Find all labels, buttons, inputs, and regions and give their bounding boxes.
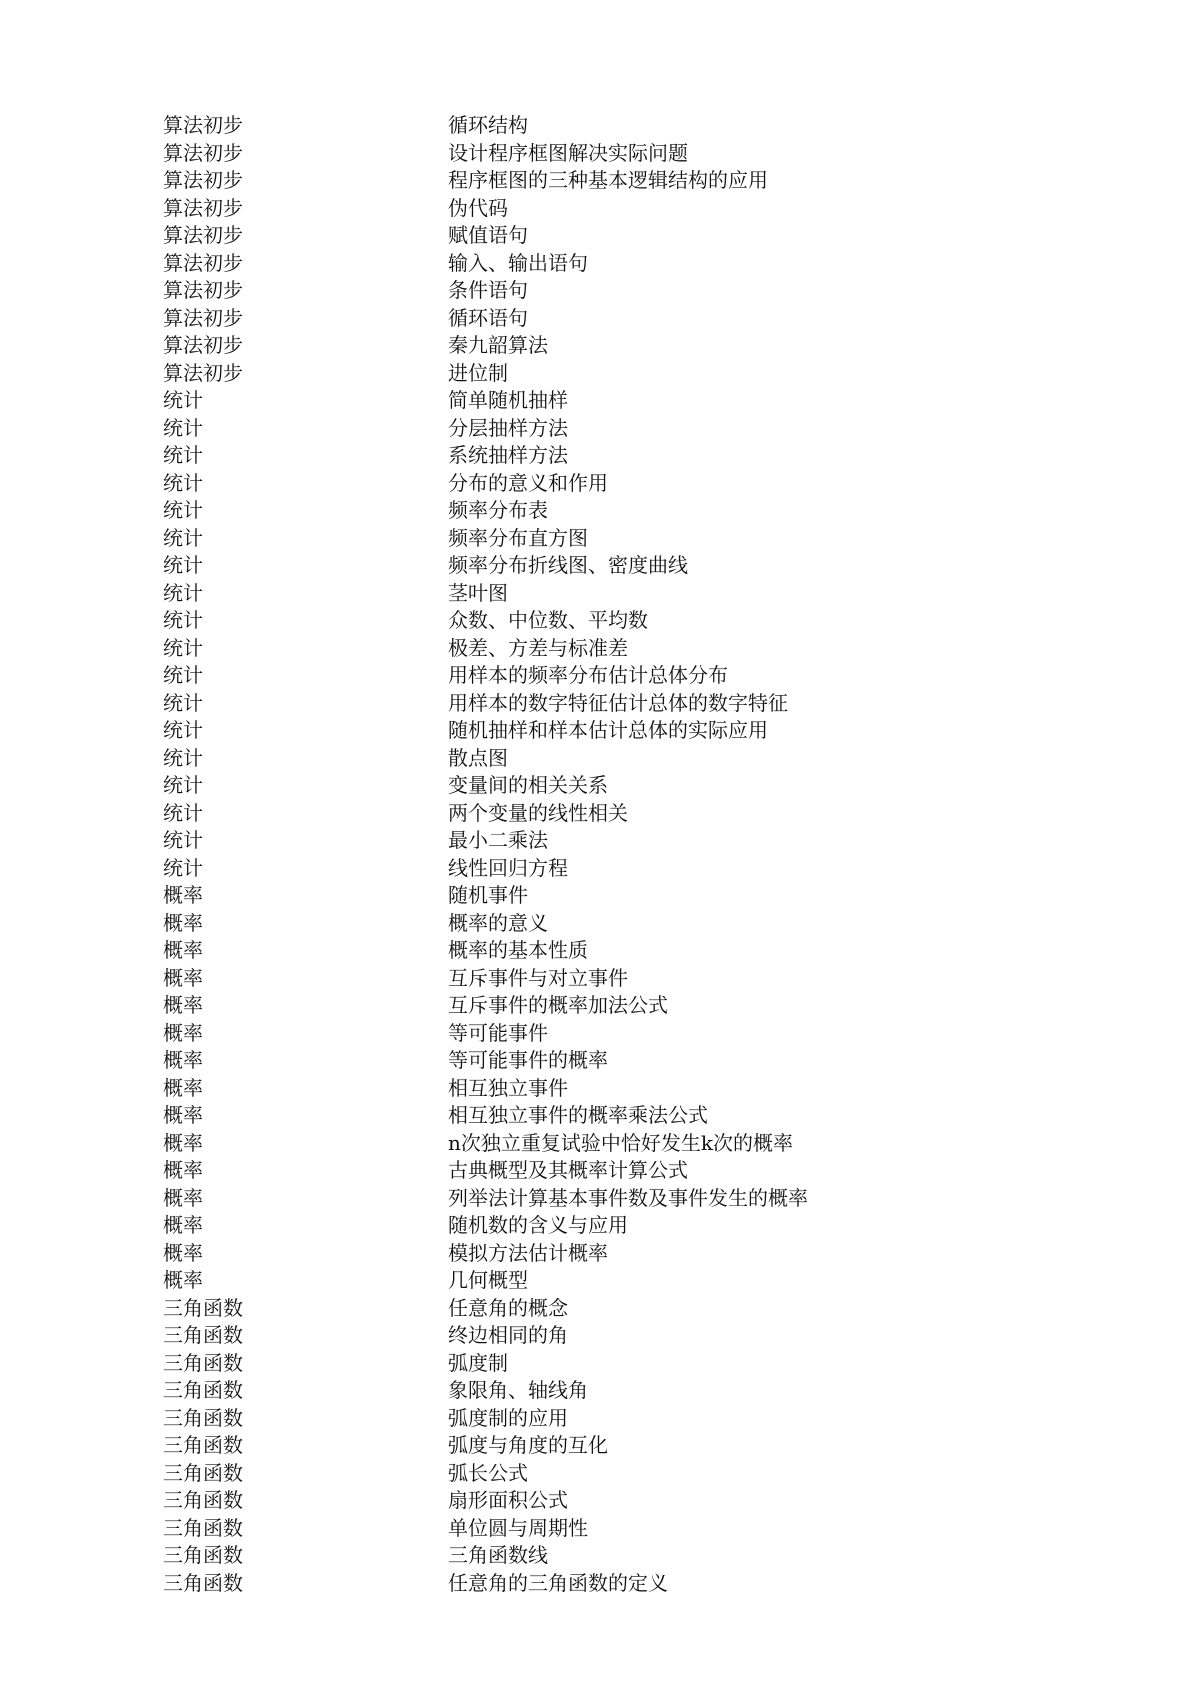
topic-cell: 众数、中位数、平均数: [448, 608, 648, 632]
subject-cell: 概率: [163, 883, 203, 907]
subject-cell: 统计: [163, 415, 203, 440]
topic-cell: 频率分布表: [448, 498, 548, 522]
subject-cell: 概率: [163, 1213, 203, 1237]
topic-row: [163, 277, 1063, 305]
subject-cell: 统计: [163, 635, 203, 660]
topic-cell: 进位制: [448, 360, 508, 385]
topic-cell: 扇形面积公式: [448, 1488, 568, 1512]
subject-cell: 统计: [163, 470, 203, 495]
topic-list: [163, 112, 1063, 1597]
topic-row: [163, 387, 1063, 415]
topic-cell: 相互独立事件: [448, 1075, 568, 1100]
topic-row: [163, 332, 1063, 360]
topic-row: [163, 305, 1063, 333]
subject-cell: 算法初步: [163, 113, 243, 137]
topic-cell: 等可能事件: [448, 1020, 548, 1045]
topic-row: [163, 167, 1063, 195]
topic-cell: 分布的意义和作用: [448, 470, 608, 495]
topic-cell: 概率的基本性质: [448, 938, 588, 962]
topic-row: [163, 992, 1063, 1020]
topic-cell: 列举法计算基本事件数及事件发生的概率: [448, 1185, 808, 1210]
topic-row: [163, 1295, 1063, 1323]
topic-cell: 简单随机抽样: [448, 388, 568, 412]
topic-cell: 终边相同的角: [448, 1323, 568, 1347]
topic-cell: 变量间的相关关系: [448, 773, 608, 797]
subject-cell: 概率: [163, 1185, 203, 1210]
subject-cell: 概率: [163, 1130, 203, 1155]
topic-row: [163, 1322, 1063, 1350]
subject-cell: 算法初步: [163, 305, 243, 330]
subject-cell: 统计: [163, 745, 203, 770]
topic-row: [163, 855, 1063, 883]
subject-cell: 概率: [163, 910, 203, 935]
subject-cell: 概率: [163, 993, 203, 1017]
topic-cell: 设计程序框图解决实际问题: [448, 140, 688, 165]
topic-row: [163, 552, 1063, 580]
topic-cell: 程序框图的三种基本逻辑结构的应用: [448, 168, 768, 192]
subject-cell: 算法初步: [163, 195, 243, 220]
subject-cell: 三角函数: [163, 1460, 243, 1485]
topic-cell: 古典概型及其概率计算公式: [448, 1158, 688, 1182]
topic-cell: 频率分布折线图、密度曲线: [448, 553, 688, 577]
topic-cell: 等可能事件的概率: [448, 1048, 608, 1072]
subject-cell: 统计: [163, 525, 203, 550]
topic-row: [163, 882, 1063, 910]
topic-cell: 输入、输出语句: [448, 250, 588, 275]
topic-row: [163, 1460, 1063, 1488]
topic-cell: 相互独立事件的概率乘法公式: [448, 1103, 708, 1127]
subject-cell: 统计: [163, 443, 203, 467]
subject-cell: 三角函数: [163, 1378, 243, 1402]
topic-cell: 弧度与角度的互化: [448, 1433, 608, 1457]
topic-cell: 几何概型: [448, 1268, 528, 1292]
topic-cell: 任意角的概念: [448, 1295, 568, 1320]
subject-cell: 统计: [163, 800, 203, 825]
topic-cell: 互斥事件的概率加法公式: [448, 993, 668, 1017]
topic-row: [163, 415, 1063, 443]
topic-cell: 伪代码: [448, 195, 508, 220]
subject-cell: 统计: [163, 690, 203, 715]
topic-row: [163, 607, 1063, 635]
topic-row: [163, 745, 1063, 773]
topic-row: [163, 222, 1063, 250]
topic-cell: 弧度制的应用: [448, 1405, 568, 1430]
topic-row: [163, 717, 1063, 745]
topic-row: [163, 1102, 1063, 1130]
subject-cell: 三角函数: [163, 1515, 243, 1540]
topic-cell: 频率分布直方图: [448, 525, 588, 550]
subject-cell: 三角函数: [163, 1323, 243, 1347]
subject-cell: 概率: [163, 965, 203, 990]
topic-row: [163, 360, 1063, 388]
subject-cell: 统计: [163, 855, 203, 880]
topic-cell: 循环语句: [448, 305, 528, 330]
topic-row: [163, 1377, 1063, 1405]
topic-row: [163, 965, 1063, 993]
topic-cell: 随机数的含义与应用: [448, 1213, 628, 1237]
topic-cell: 两个变量的线性相关: [448, 800, 628, 825]
topic-row: [163, 470, 1063, 498]
subject-cell: 概率: [163, 1075, 203, 1100]
topic-row: [163, 1515, 1063, 1543]
subject-cell: 统计: [163, 663, 203, 687]
topic-cell: 散点图: [448, 745, 508, 770]
topic-row: [163, 1130, 1063, 1158]
subject-cell: 统计: [163, 718, 203, 742]
subject-cell: 三角函数: [163, 1405, 243, 1430]
subject-cell: 统计: [163, 580, 203, 605]
subject-cell: 三角函数: [163, 1350, 243, 1375]
topic-row: [163, 1075, 1063, 1103]
topic-cell: 随机事件: [448, 883, 528, 907]
topic-cell: 系统抽样方法: [448, 443, 568, 467]
topic-cell: 三角函数线: [448, 1543, 548, 1567]
topic-row: [163, 690, 1063, 718]
subject-cell: 概率: [163, 1020, 203, 1045]
topic-row: [163, 525, 1063, 553]
topic-row: [163, 1185, 1063, 1213]
topic-cell: 线性回归方程: [448, 855, 568, 880]
topic-row: [163, 1570, 1063, 1598]
topic-row: [163, 250, 1063, 278]
topic-cell: 概率的意义: [448, 910, 548, 935]
topic-row: [163, 442, 1063, 470]
subject-cell: 概率: [163, 1103, 203, 1127]
topic-cell: 最小二乘法: [448, 828, 548, 852]
subject-cell: 三角函数: [163, 1433, 243, 1457]
topic-cell: 象限角、轴线角: [448, 1378, 588, 1402]
topic-row: [163, 1212, 1063, 1240]
subject-cell: 算法初步: [163, 168, 243, 192]
topic-row: [163, 937, 1063, 965]
topic-row: [163, 1432, 1063, 1460]
subject-cell: 算法初步: [163, 360, 243, 385]
subject-cell: 统计: [163, 608, 203, 632]
topic-row: [163, 1157, 1063, 1185]
topic-cell: 弧长公式: [448, 1460, 528, 1485]
subject-cell: 三角函数: [163, 1543, 243, 1567]
subject-cell: 概率: [163, 1158, 203, 1182]
subject-cell: 统计: [163, 498, 203, 522]
topic-row: [163, 112, 1063, 140]
subject-cell: 统计: [163, 773, 203, 797]
subject-cell: 概率: [163, 1268, 203, 1292]
topic-row: [163, 1405, 1063, 1433]
topic-row: [163, 1020, 1063, 1048]
subject-cell: 算法初步: [163, 333, 243, 357]
topic-row: [163, 827, 1063, 855]
topic-cell: 分层抽样方法: [448, 415, 568, 440]
subject-cell: 统计: [163, 388, 203, 412]
topic-cell: 极差、方差与标准差: [448, 635, 628, 660]
topic-cell: 任意角的三角函数的定义: [448, 1570, 668, 1595]
subject-cell: 三角函数: [163, 1488, 243, 1512]
topic-row: [163, 1350, 1063, 1378]
topic-row: [163, 635, 1063, 663]
topic-cell: 循环结构: [448, 113, 528, 137]
topic-row: [163, 772, 1063, 800]
topic-cell: n次独立重复试验中恰好发生k次的概率: [448, 1130, 793, 1155]
topic-row: [163, 140, 1063, 168]
topic-cell: 单位圆与周期性: [448, 1515, 588, 1540]
topic-cell: 赋值语句: [448, 223, 528, 247]
topic-cell: 随机抽样和样本估计总体的实际应用: [448, 718, 768, 742]
topic-cell: 模拟方法估计概率: [448, 1240, 608, 1265]
topic-row: [163, 497, 1063, 525]
topic-cell: 茎叶图: [448, 580, 508, 605]
topic-row: [163, 800, 1063, 828]
subject-cell: 概率: [163, 1240, 203, 1265]
topic-row: [163, 195, 1063, 223]
subject-cell: 算法初步: [163, 278, 243, 302]
subject-cell: 算法初步: [163, 223, 243, 247]
subject-cell: 统计: [163, 553, 203, 577]
topic-row: [163, 1240, 1063, 1268]
topic-row: [163, 910, 1063, 938]
subject-cell: 三角函数: [163, 1295, 243, 1320]
topic-row: [163, 1047, 1063, 1075]
topic-cell: 秦九韶算法: [448, 333, 548, 357]
topic-row: [163, 1542, 1063, 1570]
topic-cell: 条件语句: [448, 278, 528, 302]
subject-cell: 算法初步: [163, 140, 243, 165]
topic-row: [163, 662, 1063, 690]
topic-cell: 互斥事件与对立事件: [448, 965, 628, 990]
topic-row: [163, 1267, 1063, 1295]
topic-cell: 弧度制: [448, 1350, 508, 1375]
topic-cell: 用样本的频率分布估计总体分布: [448, 663, 728, 687]
subject-cell: 算法初步: [163, 250, 243, 275]
topic-row: [163, 580, 1063, 608]
topic-row: [163, 1487, 1063, 1515]
subject-cell: 三角函数: [163, 1570, 243, 1595]
subject-cell: 概率: [163, 938, 203, 962]
subject-cell: 统计: [163, 828, 203, 852]
topic-cell: 用样本的数字特征估计总体的数字特征: [448, 690, 788, 715]
subject-cell: 概率: [163, 1048, 203, 1072]
